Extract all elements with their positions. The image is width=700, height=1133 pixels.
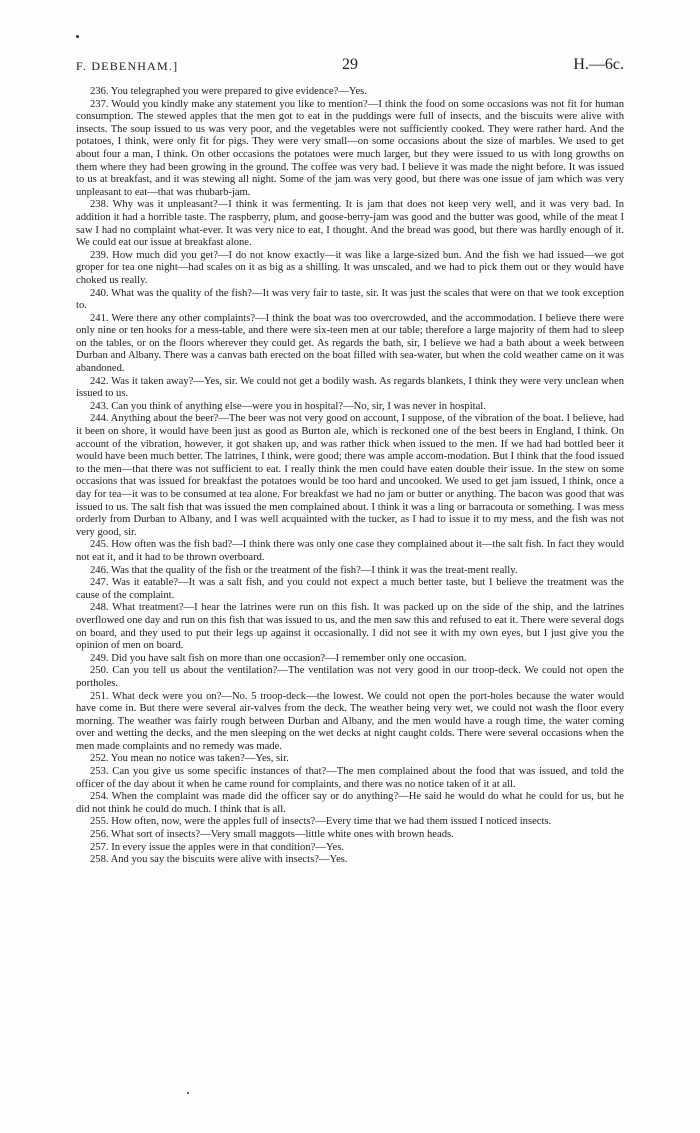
paragraph-255: 255. How often, now, were the apples full of insects?—Every time that we had them issued I noticed insects. [90,816,552,828]
page-speck-mark [76,35,79,38]
paragraph-238: 238. Why was it unpleasant?—I think it was fermenting. It is jam that does not keep very well, and it was very bad. In addition it had a horrible taste. The raspberry, plum, and goose-berry-jam was good and the butter was good, while of the meat I saw I had no complaint what-ever. It was very nice to eat, I thought. And the bread was good, but there was hardly enough of it. We could eat our issue at breakfast alone. [76,199,624,249]
testimony-text [76,86,624,867]
page-speck-mark [187,1092,189,1094]
paragraph-237: 237. Would you kindly make any statement you like to mention?—I think the food on some occasions was not fit for human consumption. The stewed apples that the men got to eat in the puddings were full of insects, and the biscuits were alive with insects. The soup issued to us was very poor, and the vegetables were not sufficiently cooked. They were rather hard. And the potatoes, I think, were only fit for pigs. They were very small—on some occasions about the size of marbles. We used to get about four a man, I think. On other occasions the potatoes were much larger, but they were issued to us with long growths on them where they had been growing in the ground. The coffee was very bad. I believe it was made the night before. It was issued to us at breakfast, and it was stewing all night. Some of the jam was very good, but there was one issue of jam which was very unpleasant to eat—that was rhubarb-jam. [76,98,624,198]
paragraph-247: 247. Was it eatable?—It was a salt fish, and you could not expect a much better taste, but I believe the treatment was the cause of the complaint. [76,577,624,601]
paragraph-243: 243. Can you think of anything else—were you in hospital?—No, sir, I was never in hospital. [90,400,486,412]
paragraph-240: 240. What was the quality of the fish?—It was very fair to taste, sir. It was just the scales that were on that we took exception to. [76,287,624,312]
paragraph-254: 254. When the complaint was made did the officer say or do anything?—He said he would do what he could for us, but he did not think he could do much. I think that is all. [76,791,624,815]
paragraph-256: 256. What sort of insects?—Very small maggots—little white ones with brown heads. [90,829,454,841]
paragraph-253: 253. Can you give us some specific instances of that?—The men complained about the food that was issued, and told the officer of the day about it when he came round for complaints, and there was no notice taken of it at all. [76,766,624,790]
paragraph-244: 244. Anything about the beer?—The beer was not very good on account, I suppose, of the vibration of the boat. I believe, had it been on shore, it would have been just as good as Burton ale, which is reckoned one of the best beers in England, I think. On account of the vibration, however, it got shaken up, and was rather thick when issued to the men. If we had had bottled beer it would have been much better. The latrines, I think, were good; there was ample accom-modation. But I think that the food issued to the men—that there was not sufficient to eat. I really think the men could have eaten double their issue. In the stew on some occasions that was issued for breakfast the potatoes would be too hard and uncooked. We used to get jam issued, I think, once a day for tea—it was to be consumed at tea alone. For breakfast we had no jam or butter or anything. The bacon was good that was issued to us. The salt fish that was issued the men complained about. I think it was a ling or barracouta or something. I was mess orderly from Durban to Albany, and I was well acquainted with the tucker, as I had to issue it to my mess, and the fish was not very good, sir. [76,413,624,538]
paragraph-239: 239. How much did you get?—I do not know exactly—it was like a large-sized bun. And the fish we had issued—we got groper for tea one night—had scales on it as big as a shilling. It was unscaled, and we had to pick them out or they would have choked us really. [76,249,624,286]
document-reference: H.—6c. [573,56,624,73]
paragraph-242: 242. Was it taken away?—Yes, sir. We could not get a bodily wash. As regards blankets, I think they were very unclean when issued to us. [76,375,624,400]
paragraph-258: 258. And you say the biscuits were alive with insects?—Yes. [90,854,348,866]
paragraph-236: 236. You telegraphed you were prepared to give evidence?—Yes. [90,86,367,97]
paragraph-250: 250. Can you tell us about the ventilation?—The ventilation was not very good in our troop-deck. We could not open the portholes. [76,665,624,689]
paragraph-245: 245. How often was the fish bad?—I think there was only one case they complained about it—the salt fish. In fact they would not eat it, and it had to be thrown overboard. [76,539,624,563]
paragraph-249: 249. Did you have salt fish on more than one occasion?—I remember only one occasion. [90,652,467,664]
paragraph-252: 252. You mean no notice was taken?—Yes, sir. [90,753,289,765]
paragraph-246: 246. Was that the quality of the fish or the treatment of the fish?—I think it was the treat-ment really. [90,564,518,576]
header-witness-name: F. DEBENHAM.] [76,59,179,73]
paragraph-241: 241. Were there any other complaints?—I think the boat was too overcrowded, and the accommodation. I believe there were only nine or ten hooks for a mess-table, and there were six-teen men at our table; therefore a large majority of them had to sleep on the tables, or on the floors wherever they could get. As regards the bath, sir, I believe we had a bath about a week between Durban and Albany. There was a canvas bath erected on the boat filled with sea-water, but when the cold weather came on it was abandoned. [76,312,624,375]
paragraph-248: 248. What treatment?—I hear the latrines were run on this fish. It was packed up on the side of the ship, and the latrines overflowed one day and run on this fish that was issued to us, and the men saw this and refused to eat it. There were several dogs on board, and they used to put their legs up against it occasionally. I did not see it with my own eyes, but I just give you the opinion of men on board. [76,602,624,652]
paragraph-251: 251. What deck were you on?—No. 5 troop-deck—the lowest. We could not open the port-holes because the water would have come in. But there were several air-valves from the deck. The weather being very wet, we could not wash the floor every morning. The weather was fairly rough between Durban and Albany, and the men would have a rough time, the water coming over and wetting the decks, and the men sleeping on the wet decks at night caught colds. There were several occasions when the men made complaints and no remedy was made. [76,690,624,752]
paragraph-257: 257. In every issue the apples were in that condition?—Yes. [90,841,345,853]
page-number: 29 [342,56,358,73]
page-header [76,56,624,78]
